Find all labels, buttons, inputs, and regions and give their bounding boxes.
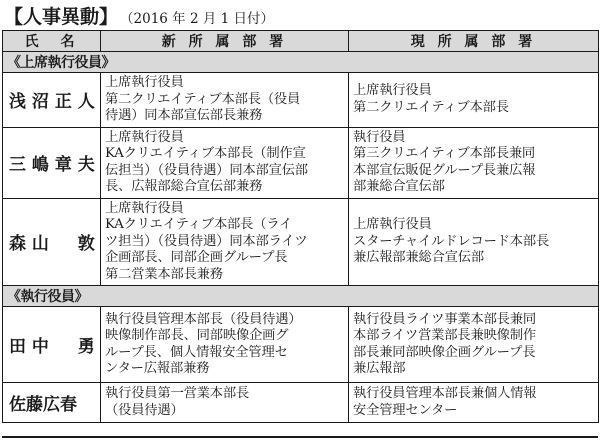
current-department-line: 兼広報部 — [353, 361, 406, 376]
new-department-line: KAクリエイティブ本部長（制作宣 — [105, 146, 306, 161]
new-department-line: 上席執行役員 — [105, 75, 184, 90]
new-department-line: 上席執行役員 — [105, 129, 184, 145]
current-department-line: 第二クリエイティブ本部長 — [353, 99, 509, 115]
new-department-cell — [101, 198, 349, 286]
section-row — [3, 52, 599, 73]
new-department-line: 執行役員管理本部長（役員待遇） — [105, 311, 302, 327]
current-department-line: 本部ライツ営業部長兼映像制作 — [353, 328, 536, 343]
column-header-current-department: 現 所 属 部 署 — [349, 31, 599, 52]
new-department-line: 第二クリエイティブ本部長（役員 — [105, 91, 301, 107]
table-row — [3, 127, 599, 198]
next-section-edge — [2, 436, 598, 442]
personnel-change-table — [2, 30, 599, 423]
person-name — [3, 198, 101, 286]
person-name — [3, 73, 101, 128]
person-name — [3, 307, 101, 383]
new-department-cell — [101, 127, 349, 198]
current-department-line: スターチャイルドレコード本部長 — [353, 233, 550, 249]
person-name-text: 三 嶋 章 夫 — [9, 155, 95, 175]
new-department-line: ツ担当）（役員待遇）同本部ライツ — [105, 233, 308, 249]
new-department-line: KAクリエイティブ本部長（ライ — [105, 217, 293, 232]
current-department-line: 第三クリエイティブ本部長兼同 — [353, 146, 536, 161]
current-department-cell — [349, 383, 599, 423]
current-department-line: 執行役員ライツ事業本部長兼同 — [353, 311, 536, 327]
current-department-line: 執行役員管理本部長兼個人情報 — [353, 386, 537, 401]
current-department-line: 上席執行役員 — [353, 217, 432, 232]
new-department-line: 伝担当）（役員待遇）同本部宣伝部 — [105, 162, 308, 178]
effective-date: （2016 年 2 月 1 日付） — [120, 11, 275, 27]
section-label: 《執行役員》 — [3, 286, 599, 307]
table-body — [3, 52, 599, 423]
section-label: 《上席執行役員》 — [3, 52, 599, 73]
divider — [2, 436, 598, 438]
new-department-line: 第二営業本部長兼務 — [105, 266, 223, 282]
current-department-cell — [349, 198, 599, 286]
table-row — [3, 307, 599, 383]
new-department-cell — [101, 383, 349, 423]
new-department-line: 待遇）同本部宣伝部長兼務 — [105, 108, 263, 123]
new-department-cell — [101, 307, 349, 383]
current-department-line: 本部宣伝販促グループ長兼広報 — [353, 162, 536, 178]
table-row — [3, 383, 599, 423]
current-department-line: 部長兼同部映像企画グループ長 — [353, 344, 536, 360]
new-department-line: ループ長、個人情報安全管理セ — [105, 344, 288, 360]
current-department-line: 執行役員 — [353, 129, 406, 145]
new-department-line: ンター広報部兼務 — [105, 361, 210, 376]
person-name-text: 田 中 勇 — [9, 337, 95, 357]
column-header-name: 氏 名 — [3, 31, 101, 52]
new-department-line: 上席執行役員 — [105, 200, 184, 216]
person-name — [3, 127, 101, 198]
table-row — [3, 73, 599, 128]
table-header-row — [3, 31, 599, 52]
new-department-cell — [101, 73, 349, 128]
new-department-line: 映像制作部長、同部映像企画グ — [105, 328, 289, 343]
current-department-cell — [349, 127, 599, 198]
current-department-line: 上席執行役員 — [353, 83, 432, 99]
new-department-line: （役員待遇） — [105, 402, 184, 418]
new-department-line: 企画部長、同部企画グループ長 — [105, 250, 288, 265]
current-department-cell — [349, 73, 599, 128]
current-department-line: 部兼総合宣伝部 — [353, 179, 445, 194]
person-name-text: 浅 沼 正 人 — [9, 92, 95, 113]
document-title: 【人事異動】 — [4, 6, 119, 28]
current-department-line: 安全管理センター — [353, 402, 458, 418]
person-name — [3, 383, 101, 423]
section-row — [3, 286, 599, 307]
current-department-line: 兼広報部兼総合宣伝部 — [353, 250, 484, 265]
person-name-text: 佐藤広春 — [9, 395, 77, 415]
column-header-new-department: 新 所 属 部 署 — [101, 31, 349, 52]
document-heading — [4, 2, 274, 28]
new-department-line: 長、広報部総合宣伝部兼務 — [105, 179, 263, 194]
person-name-text: 森 山 敦 — [9, 234, 95, 255]
new-department-line: 執行役員第一営業本部長 — [105, 386, 250, 401]
table-row — [3, 198, 599, 286]
current-department-cell — [349, 307, 599, 383]
